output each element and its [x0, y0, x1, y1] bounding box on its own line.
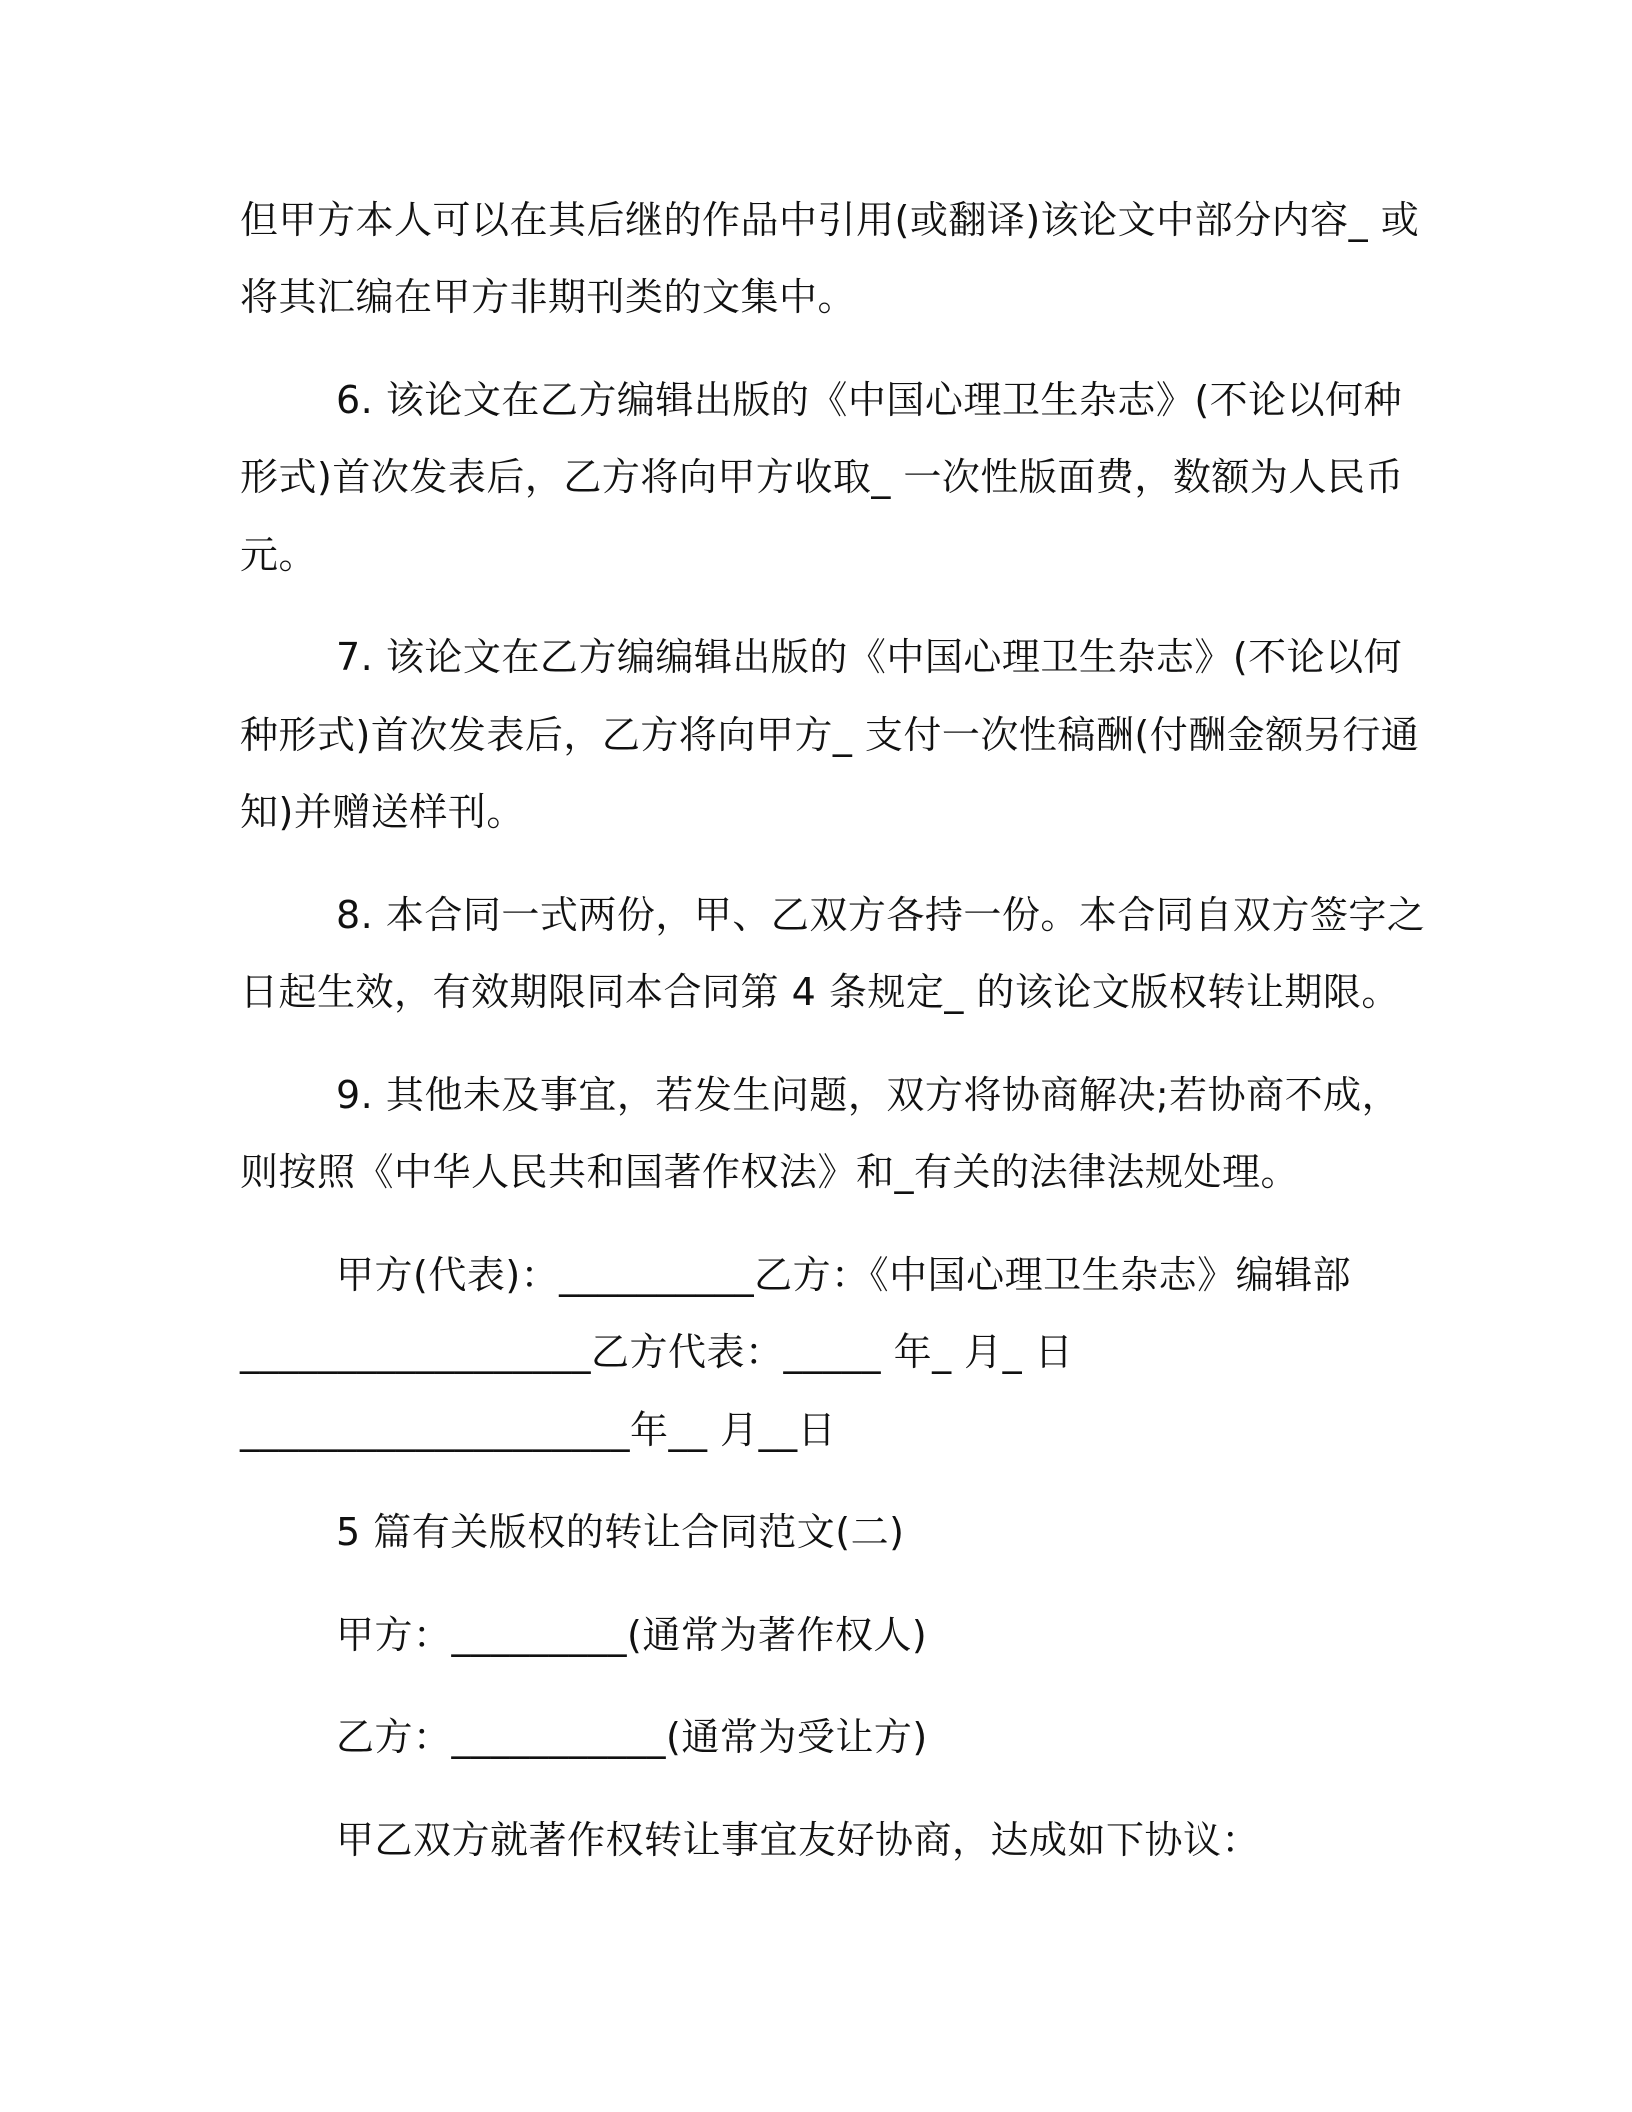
clause-7-line: 7. 该论文在乙方编编辑出版的《中国心理卫生杂志》(不论以何 [336, 635, 1403, 679]
agreement-intro: 甲乙双方就著作权转让事宜友好协商，达成如下协议： [336, 1818, 1261, 1862]
date-line: ____________________年__ 月__日 [240, 1408, 837, 1452]
clause-6-line: 6. 该论文在乙方编辑出版的《中国心理卫生杂志》(不论以何种 [336, 378, 1403, 422]
clause-8-line: 8. 本合同一式两份，甲、乙双方各持一份。本合同自双方签字之 [336, 893, 1426, 937]
signature-line: 甲方(代表)：__________乙方：《中国心理卫生杂志》编辑部 [336, 1253, 1352, 1297]
signature-line: __________________乙方代表：_____ 年_ 月_ 日 [240, 1330, 1074, 1374]
section-heading: 5 篇有关版权的转让合同范文(二) [336, 1510, 905, 1554]
clause-9-line: 9. 其他未及事宜，若发生问题，双方将协商解决;若协商不成， [336, 1073, 1401, 1117]
party-a-line: 甲方：_________(通常为著作权人) [336, 1613, 928, 1657]
text-line: 将其汇编在甲方非期刊类的文集中。 [240, 275, 857, 319]
text-line: 形式)首次发表后，乙方将向甲方收取_ 一次性版面费，数额为人民币 [240, 455, 1404, 499]
party-b-line: 乙方：___________(通常为受让方) [336, 1715, 928, 1759]
text-line: 元。 [240, 533, 318, 577]
text-line: 则按照《中华人民共和国著作权法》和_有关的法律法规处理。 [240, 1150, 1300, 1194]
text-line: 但甲方本人可以在其后继的作品中引用(或翻译)该论文中部分内容_ 或 [240, 198, 1420, 242]
text-line: 日起生效，有效期限同本合同第 4 条规定_ 的该论文版权转让期限。 [240, 970, 1400, 1014]
text-line: 知)并赠送样刊。 [240, 790, 525, 834]
text-line: 种形式)首次发表后，乙方将向甲方_ 支付一次性稿酬(付酬金额另行通 [240, 713, 1420, 757]
